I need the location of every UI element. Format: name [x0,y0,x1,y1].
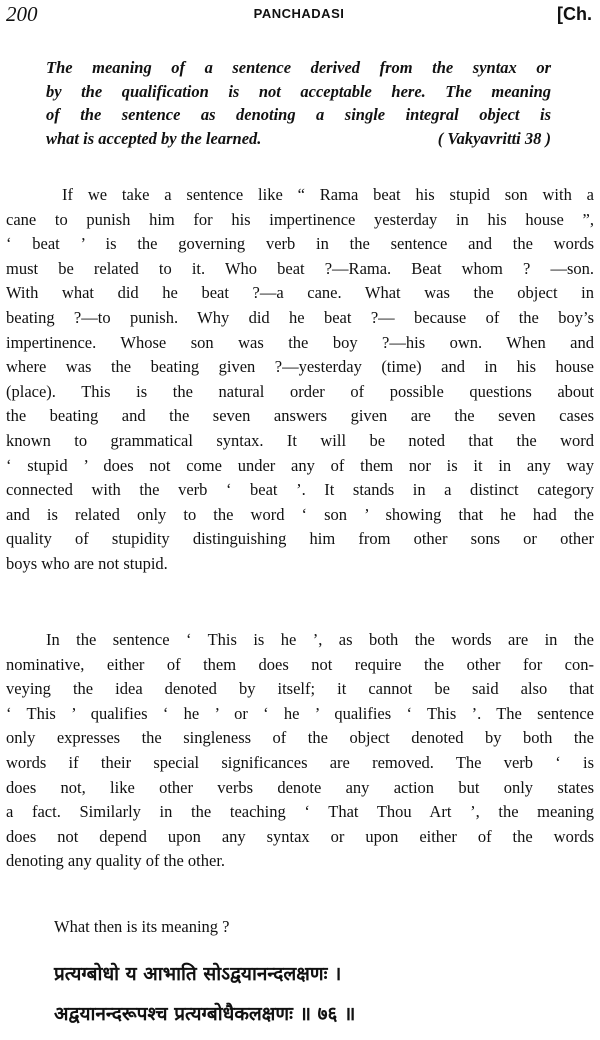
quote-line: The meaning of a sentence derived from the syntax or [46,58,551,77]
body-paragraph-2 [6,628,594,874]
quote-line-last [46,127,551,151]
paragraph-line: quality of stupidity distinguishing him from other sons or other [6,529,594,549]
quote-line-text: what is accepted by the learned. [46,128,262,148]
paragraph-line: ‘ stupid ’ does not come under any of them nor is it in any way [6,455,594,475]
paragraph-line: veying the idea denoted by itself; it cannot be said also that [6,679,594,699]
sanskrit-verse-line-1: प्रत्यग्बोधो य आभाति सोऽद्वयानन्दलक्षणः । [54,963,342,985]
paragraph-line: ‘ beat ’ is the governing verb in the sentence and the words [6,234,594,254]
paragraph-line: ‘ This ’ qualifies ‘ he ’ or ‘ he ’ qualifies ‘ This ’. The sentence [6,703,594,723]
paragraph-line: and is related only to the word ‘ son ’ showing that he had the [6,504,594,524]
paragraph-line: a fact. Similarly in the teaching ‘ That Thou Art ’, the meaning [6,802,594,822]
paragraph-line: boys who are not stupid. [6,553,168,573]
quoted-verse-translation [46,56,551,150]
paragraph-line: words if their special significances are removed. The verb ‘ is [6,752,594,772]
paragraph-line: known to grammatical syntax. It will be noted that the word [6,430,594,450]
paragraph-line: beating ?—to punish. Why did he beat ?— because of the boy’s [6,307,594,327]
book-title: PANCHADASI [253,6,345,21]
paragraph-line: does not depend upon any syntax or upon either of the words [6,826,594,846]
paragraph-line: impertinence. Whose son was the boy ?—his own. When and [6,332,594,352]
paragraph-line: connected with the verb ‘ beat ’. It stands in a distinct category [6,480,594,500]
paragraph-line: (place). This is the natural order of possible questions about [6,381,594,401]
paragraph-line: where was the beating given ?—yesterday (time) and in his house [6,357,594,377]
paragraph-line: cane to punish him for his impertinence yesterday in his house ”, [6,209,594,229]
paragraph-line: nominative, either of them does not require the other for con- [6,654,594,674]
paragraph-line: does not, like other verbs denote any action but only states [6,777,594,797]
paragraph-line: denoting any quality of the other. [6,851,226,871]
quote-line: by the qualification is not acceptable here. The meaning [46,81,551,101]
quote-citation: ( Vakyavritti 38 ) [437,128,551,148]
paragraph-line: With what did he beat ?—a cane. What was the object in [6,283,594,303]
quote-line: of the sentence as denoting a single integral object is [46,105,551,124]
question-line: What then is its meaning ? [54,917,230,936]
paragraph-line: If we take a sentence like “ Rama beat his stupid son with a [62,185,594,204]
sanskrit-verse-line-2: अद्वयानन्दरूपश्च प्रत्यग्बोधैकलक्षणः ॥ ७६ ॥ [54,1003,356,1025]
page-number: 200 [6,2,38,26]
body-paragraph-1 [6,183,594,577]
paragraph-line: In the sentence ‘ This is he ’, as both the words are in the [46,630,594,649]
paragraph-line: the beating and the seven answers given are the seven cases [6,406,594,426]
paragraph-line: must be related to it. Who beat ?—Rama. Beat whom ? —son. [6,258,594,278]
chapter-marker: [Ch. [557,4,592,24]
running-header [6,2,592,28]
paragraph-line: only expresses the singleness of the object denoted by both the [6,728,594,748]
